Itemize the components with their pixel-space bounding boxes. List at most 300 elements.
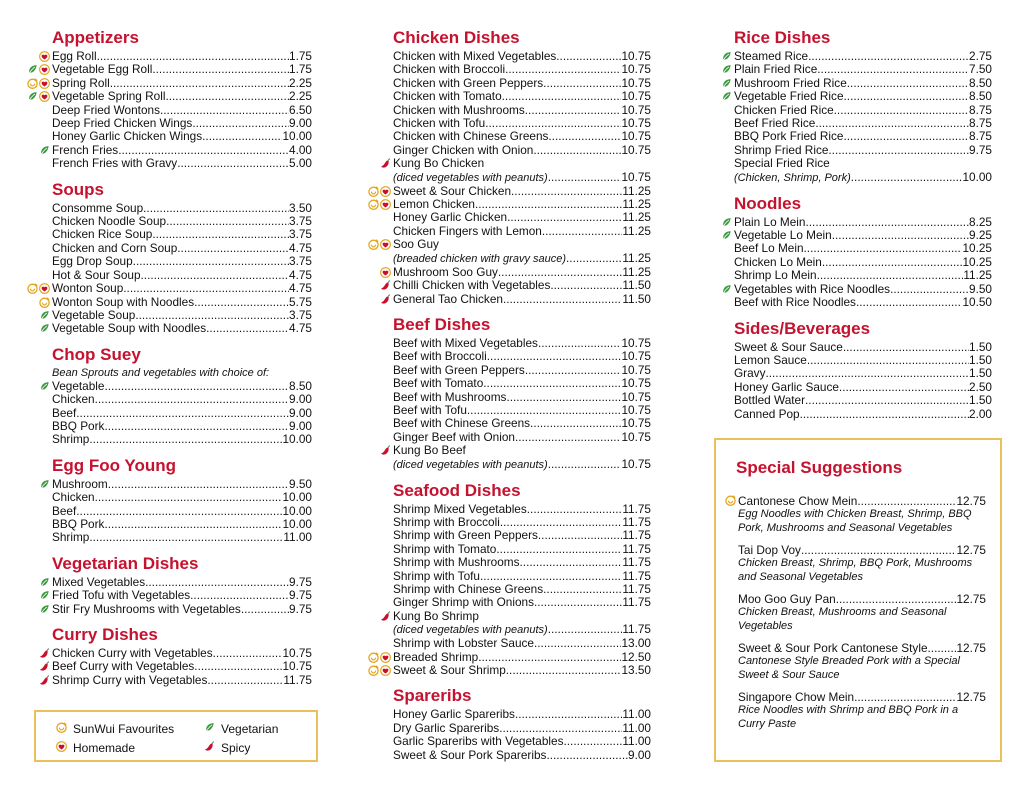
- section-title: Spareribs: [393, 686, 472, 706]
- item-name: Vegetable Lo Mein: [734, 228, 832, 243]
- item-name: Gravy: [734, 366, 766, 381]
- item-row: [393, 664, 651, 677]
- section-note: Bean Sprouts and vegetables with choice of:: [52, 366, 270, 379]
- item-price: 9.50: [969, 281, 992, 296]
- item-name: Fried Tofu with Vegetables: [52, 588, 191, 603]
- legend-homemade-label: Homemade: [73, 740, 136, 755]
- chili-pepper-icon: [380, 158, 391, 169]
- item-price: 10.75: [282, 646, 312, 660]
- item-icons: [367, 90, 391, 103]
- dot-leader: [515, 431, 622, 444]
- item-price: 8.75: [969, 116, 992, 131]
- item-name: Beef with Tofu: [393, 402, 467, 417]
- icon-legend: [34, 710, 318, 762]
- menu-item: [375, 117, 651, 130]
- menu-item: [375, 735, 651, 748]
- menu-item: [375, 225, 651, 238]
- dot-leader: [502, 90, 622, 103]
- dot-leader: [89, 433, 282, 446]
- item-price: 11.75: [622, 595, 651, 610]
- item-price: 3.75: [289, 254, 312, 269]
- dot-leader: [213, 647, 283, 660]
- homemade-icon: [39, 78, 50, 89]
- dot-leader: [548, 171, 622, 184]
- item-row: [393, 279, 651, 292]
- item-name: French Fries: [52, 142, 119, 157]
- item-price: 10.75: [621, 142, 651, 157]
- item-price: 4.00: [289, 142, 312, 157]
- menu-item: [34, 589, 312, 602]
- leaf-icon: [27, 91, 38, 102]
- menu-item: [34, 393, 312, 406]
- item-icons: [708, 381, 732, 394]
- item-price: 12.75: [956, 641, 986, 655]
- dot-leader: [566, 252, 622, 265]
- menu-item: [375, 722, 651, 735]
- menu-section: [375, 315, 651, 472]
- item-row: [393, 503, 651, 516]
- item-price: 6.50: [289, 102, 312, 117]
- item-price: 10.75: [621, 349, 651, 364]
- item-icons: [712, 494, 736, 507]
- item-price: 13.50: [621, 663, 651, 678]
- item-row: [393, 391, 651, 404]
- item-icons: [708, 157, 732, 170]
- item-row: [393, 749, 651, 762]
- item-price: 10.75: [621, 75, 651, 90]
- dot-leader: [520, 556, 623, 569]
- item-name: Vegetable Egg Roll: [52, 62, 153, 77]
- menu-section: [716, 28, 992, 185]
- item-price: 1.50: [969, 352, 992, 367]
- item-name: Lemon Chicken: [393, 197, 475, 212]
- item-icons: [26, 407, 50, 420]
- leaf-icon: [721, 91, 732, 102]
- homemade-icon: [39, 51, 50, 62]
- item-row: [52, 393, 312, 406]
- item-name: Mixed Vegetables: [52, 574, 146, 589]
- item-icons: [708, 229, 732, 242]
- item-name: Shrimp Fried Rice: [734, 142, 829, 157]
- item-name: Egg Roll: [52, 49, 97, 63]
- item-icons: [367, 364, 391, 377]
- dot-leader: [194, 296, 289, 309]
- dot-leader: [800, 408, 969, 421]
- menu-item: [375, 417, 651, 430]
- item-price: 11.25: [622, 183, 651, 198]
- menu-column-left: [34, 28, 312, 696]
- item-name: BBQ Pork: [52, 418, 105, 433]
- item-icons: [26, 603, 50, 616]
- item-name: Special Fried Rice: [734, 156, 830, 171]
- dot-leader: [534, 596, 622, 609]
- dot-leader: [890, 283, 969, 296]
- item-name: Shrimp Lo Mein: [734, 268, 817, 283]
- item-row: [52, 296, 312, 309]
- menu-item: [34, 228, 312, 241]
- special-item: [716, 641, 1000, 682]
- item-name: Dry Garlic Spareribs: [393, 720, 500, 735]
- item-row: [734, 394, 992, 407]
- item-row: [393, 543, 651, 556]
- item-icons: [708, 256, 732, 269]
- menu-section: [34, 625, 312, 687]
- menu-item: [375, 529, 651, 542]
- item-icons: [367, 431, 391, 444]
- item-row: [52, 420, 312, 433]
- dot-leader: [822, 256, 963, 269]
- item-row: [52, 50, 312, 63]
- homemade-icon: [39, 283, 50, 294]
- item-name: Shrimp Curry with Vegetables: [52, 672, 208, 687]
- section-title: Rice Dishes: [734, 28, 831, 47]
- item-name: Sweet & Sour Shrimp: [393, 663, 506, 678]
- chili-pepper-icon: [380, 280, 391, 291]
- item-name: BBQ Pork: [52, 516, 105, 531]
- item-name: Wonton Soup: [52, 281, 124, 296]
- item-name: Plain Lo Mein: [734, 214, 806, 229]
- menu-item: [716, 216, 992, 229]
- menu-item: [34, 531, 312, 544]
- section-title: Noodles: [734, 193, 802, 213]
- item-row: [393, 171, 651, 185]
- item-price: 12.50: [621, 649, 651, 664]
- item-icons: [26, 660, 50, 673]
- dot-leader: [805, 394, 969, 407]
- menu-item: [716, 229, 992, 242]
- dot-leader: [928, 641, 957, 655]
- item-icons: [26, 228, 50, 241]
- item-price: 10.50: [962, 295, 992, 310]
- menu-item: [375, 63, 651, 76]
- item-name: Kung Bo Chicken: [393, 156, 485, 171]
- item-price: 1.50: [969, 393, 992, 408]
- dot-leader: [533, 144, 621, 157]
- favourite-icon: [368, 665, 379, 676]
- item-description: (breaded chicken with gravy sauce): [393, 252, 567, 265]
- dot-leader: [207, 674, 283, 687]
- item-name: Beef with Broccoli: [393, 349, 487, 364]
- item-icons: [26, 255, 50, 268]
- item-name: Sweet & Sour Pork Cantonese Style: [738, 641, 928, 655]
- menu-item: [34, 647, 312, 660]
- chili-pepper-icon: [39, 675, 50, 686]
- menu-item: [716, 77, 992, 90]
- item-icons: [367, 749, 391, 762]
- item-name: Shrimp with Green Peppers: [393, 528, 538, 543]
- menu-item: [34, 491, 312, 504]
- dot-leader: [506, 391, 621, 404]
- dot-leader: [503, 293, 622, 306]
- item-price: 2.00: [969, 406, 992, 421]
- item-price: 9.00: [289, 405, 312, 420]
- item-name: Stir Fry Mushrooms with Vegetables: [52, 601, 241, 616]
- menu-section: [34, 345, 312, 447]
- item-price: 10.75: [621, 129, 651, 144]
- item-price: 3.50: [289, 200, 312, 215]
- item-row: [393, 458, 651, 472]
- item-icons: [26, 157, 50, 170]
- item-row: [393, 266, 651, 279]
- item-price: 10.75: [621, 102, 651, 117]
- legend-spicy-label: Spicy: [221, 740, 251, 755]
- menu-item: [34, 282, 312, 295]
- item-name: Deep Fried Chicken Wings: [52, 116, 193, 131]
- section-title: Beef Dishes: [393, 314, 491, 334]
- menu-item: [375, 391, 651, 404]
- item-row: [393, 735, 651, 748]
- item-price: 2.75: [969, 49, 992, 63]
- item-icons: [367, 596, 391, 609]
- item-row: [738, 690, 986, 704]
- item-row: [52, 255, 312, 268]
- item-name: Chicken Fingers with Lemon: [393, 223, 542, 238]
- menu-item: [34, 660, 312, 673]
- dot-leader: [543, 77, 621, 90]
- dot-leader: [177, 157, 289, 170]
- item-row: [52, 647, 312, 660]
- item-row: [393, 252, 651, 266]
- section-title: Chop Suey: [52, 344, 141, 364]
- dot-leader: [145, 576, 289, 589]
- item-name: General Tao Chicken: [393, 291, 503, 306]
- item-name: Vegetables with Rice Noodles: [734, 281, 891, 296]
- leaf-icon: [27, 64, 38, 75]
- dot-leader: [854, 690, 956, 704]
- menu-item: [34, 215, 312, 228]
- dot-leader: [507, 211, 622, 224]
- item-name: Beef with Mixed Vegetables: [393, 335, 538, 350]
- item-icons: [367, 77, 391, 90]
- item-icons: [367, 637, 391, 650]
- favourite-icon: [368, 199, 379, 210]
- special-item-description: Rice Noodles with Shrimp and BBQ Pork in a Curry Paste: [738, 704, 959, 730]
- item-icons: [708, 394, 732, 407]
- item-price: 11.00: [622, 720, 651, 735]
- item-icons: [26, 117, 50, 130]
- item-price: 5.00: [289, 156, 312, 171]
- item-price: 3.75: [289, 214, 312, 229]
- item-icons: [367, 556, 391, 569]
- chili-pepper-icon: [380, 445, 391, 456]
- item-price: 10.25: [962, 254, 992, 269]
- chili-pepper-icon: [380, 294, 391, 305]
- item-row: [52, 242, 312, 255]
- item-icons: [26, 282, 50, 295]
- menu-item: [34, 478, 312, 491]
- homemade-icon: [380, 267, 391, 278]
- dot-leader: [839, 381, 969, 394]
- item-name: Steamed Rice: [734, 49, 809, 63]
- chili-pepper-icon: [39, 661, 50, 672]
- special-item: [716, 690, 1000, 731]
- item-icons: [367, 417, 391, 430]
- item-price: 10.75: [621, 116, 651, 131]
- item-row: [52, 63, 312, 76]
- item-name: Mushroom Fried Rice: [734, 75, 847, 90]
- menu-item: [375, 211, 651, 224]
- dot-leader: [194, 660, 282, 673]
- menu-item: [716, 157, 992, 184]
- menu-item: [375, 570, 651, 583]
- item-price: 11.25: [963, 268, 992, 283]
- item-row: [393, 596, 651, 609]
- item-row: [393, 350, 651, 363]
- item-icons: [367, 337, 391, 350]
- dot-leader: [152, 63, 289, 76]
- item-row: [52, 90, 312, 103]
- dot-leader: [166, 215, 289, 228]
- item-icons: [26, 130, 50, 143]
- item-price: 12.75: [956, 543, 986, 557]
- item-name: Garlic Spareribs with Vegetables: [393, 734, 564, 749]
- dot-leader: [135, 309, 289, 322]
- leaf-icon: [39, 479, 50, 490]
- item-name: Vegetable Fried Rice: [734, 89, 844, 104]
- item-row: [52, 130, 312, 143]
- legend-favourites-label: SunWui Favourites: [73, 721, 175, 736]
- item-name: Chicken with Broccoli: [393, 62, 506, 77]
- item-name: Kung Bo Shrimp: [393, 608, 479, 623]
- item-price: 8.75: [969, 129, 992, 144]
- item-row: [52, 157, 312, 170]
- item-icons: [367, 708, 391, 721]
- item-row: [393, 651, 651, 664]
- favourite-icon: [368, 652, 379, 663]
- menu-section: [716, 194, 992, 310]
- item-row: [393, 417, 651, 430]
- menu-item: [375, 198, 651, 211]
- item-icons: [26, 215, 50, 228]
- dot-leader: [143, 202, 289, 215]
- item-row: [52, 531, 312, 544]
- dot-leader: [206, 322, 289, 335]
- menu-item: [375, 749, 651, 762]
- leaf-icon: [39, 604, 50, 615]
- item-price: 12.75: [956, 494, 986, 508]
- item-icons: [367, 266, 391, 279]
- dot-leader: [525, 364, 622, 377]
- item-price: 3.75: [289, 307, 312, 322]
- menu-item: [375, 185, 651, 198]
- dot-leader: [190, 589, 289, 602]
- dot-leader: [165, 90, 289, 103]
- item-row: [734, 242, 992, 255]
- item-icons: [26, 50, 50, 63]
- item-name: Tai Dop Voy: [738, 543, 801, 557]
- item-row: [393, 556, 651, 569]
- section-title: Egg Foo Young: [52, 455, 177, 475]
- menu-item: [34, 322, 312, 335]
- dot-leader: [97, 50, 289, 63]
- item-price: 1.50: [969, 366, 992, 381]
- item-icons: [367, 198, 391, 211]
- item-name: Chicken Lo Mein: [734, 254, 822, 269]
- item-row: [734, 256, 992, 269]
- dot-leader: [815, 117, 969, 130]
- item-icons: [712, 641, 736, 654]
- item-row: [393, 570, 651, 583]
- menu-item: [716, 50, 992, 63]
- menu-item: [716, 242, 992, 255]
- item-row: [393, 104, 651, 117]
- leaf-icon: [721, 217, 732, 228]
- item-row: [734, 130, 992, 143]
- item-price: 8.75: [969, 102, 992, 117]
- menu-item: [34, 576, 312, 589]
- item-name: Moo Goo Guy Pan: [738, 592, 836, 606]
- leaf-icon: [721, 230, 732, 241]
- dot-leader: [499, 722, 622, 735]
- item-row: [52, 518, 312, 531]
- menu-item: [34, 603, 312, 616]
- item-icons: [367, 130, 391, 143]
- dot-leader: [515, 708, 622, 721]
- menu-item: [34, 255, 312, 268]
- item-row: [52, 215, 312, 228]
- leaf-icon: [39, 577, 50, 588]
- item-name: Kung Bo Beef: [393, 443, 466, 458]
- item-description: (diced vegetables with peanuts): [393, 171, 548, 184]
- item-icons: [26, 63, 50, 76]
- item-row: [734, 341, 992, 354]
- item-name: Ginger Chicken with Onion: [393, 142, 534, 157]
- item-name: Shrimp with Tofu: [393, 568, 480, 583]
- dot-leader: [847, 77, 969, 90]
- dot-leader: [76, 407, 289, 420]
- menu-item: [375, 444, 651, 471]
- item-icons: [367, 185, 391, 198]
- legend-vegetarian-label: Vegetarian: [221, 721, 279, 736]
- item-row: [734, 296, 992, 309]
- item-icons: [367, 570, 391, 583]
- favourite-icon: [368, 239, 379, 250]
- item-price: 11.50: [622, 278, 651, 293]
- item-name: Shrimp: [52, 530, 90, 545]
- dot-leader: [500, 516, 622, 529]
- menu-item: [375, 144, 651, 157]
- menu-section: [375, 686, 651, 762]
- item-icons: [26, 478, 50, 491]
- item-row: [52, 603, 312, 616]
- menu-item: [716, 63, 992, 76]
- item-row: [393, 198, 651, 211]
- special-item: [716, 543, 1000, 584]
- item-name: Chicken with Tomato: [393, 89, 502, 104]
- legend-spicy: [204, 740, 250, 755]
- item-name: Chicken with Mixed Vegetables: [393, 49, 557, 63]
- item-icons: [26, 77, 50, 90]
- item-name: Mushroom: [52, 476, 108, 491]
- leaf-icon: [721, 78, 732, 89]
- item-price: 9.75: [969, 142, 992, 157]
- item-price: 10.75: [621, 62, 651, 77]
- menu-item: [375, 90, 651, 103]
- special-suggestions-box: [714, 438, 1002, 762]
- dot-leader: [801, 543, 957, 557]
- item-name: Beef Curry with Vegetables: [52, 659, 195, 674]
- menu-item: [716, 381, 992, 394]
- item-row: [393, 364, 651, 377]
- item-row: [52, 505, 312, 518]
- dot-leader: [104, 420, 289, 433]
- item-price: 9.75: [289, 574, 312, 589]
- item-price: 9.75: [289, 601, 312, 616]
- item-name: Honey Garlic Chicken Wings: [52, 129, 203, 144]
- menu-item: [716, 269, 992, 282]
- item-row: [52, 433, 312, 446]
- dot-leader: [543, 583, 622, 596]
